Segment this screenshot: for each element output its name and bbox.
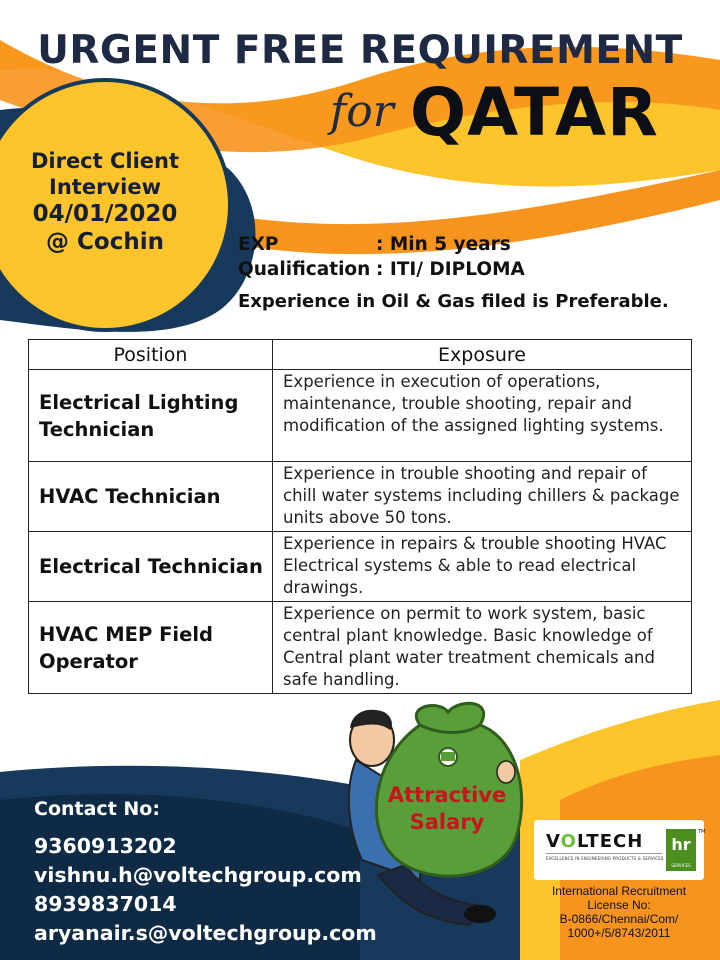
logo-divider bbox=[546, 853, 662, 854]
exposure-cell: Experience on permit to work system, basic central plant knowledge. Basic knowledge of Central plant water treatment chemicals and safe handling. bbox=[273, 602, 692, 694]
phone-number-2[interactable]: 8939837014 bbox=[34, 892, 177, 916]
logo-name-o: O bbox=[560, 831, 577, 852]
preference-note: Experience in Oil & Gas filed is Preferable. bbox=[238, 291, 669, 312]
license-line2: License No: bbox=[587, 898, 651, 912]
trademark-mark: TM bbox=[698, 829, 706, 835]
table-row bbox=[29, 532, 692, 602]
license-info bbox=[532, 884, 706, 940]
position-cell: HVAC Technician bbox=[29, 462, 273, 532]
position-header: Position bbox=[29, 340, 273, 370]
requirements bbox=[238, 232, 669, 312]
exposure-cell: Experience in trouble shooting and repair of chill water systems including chillers & package units above 50 tons. bbox=[273, 462, 692, 532]
salary-badge bbox=[382, 782, 512, 836]
exposure-cell: Experience in repairs & trouble shooting HVAC Electrical systems & able to read electrical drawings. bbox=[273, 532, 692, 602]
email-2[interactable]: aryanair.s@voltechgroup.com bbox=[34, 921, 377, 945]
interview-date: 04/01/2020 bbox=[32, 201, 178, 227]
headline: URGENT FREE REQUIREMENT bbox=[37, 28, 683, 73]
phone-number-1[interactable]: 9360913202 bbox=[34, 834, 177, 858]
table-row bbox=[29, 602, 692, 694]
email-1[interactable]: vishnu.h@voltechgroup.com bbox=[34, 863, 362, 887]
hr-badge-subtitle: SERVICES bbox=[671, 863, 691, 868]
qualification-label: Qualification bbox=[238, 259, 371, 280]
exposure-header: Exposure bbox=[273, 340, 692, 370]
qualification-value: : ITI/ DIPLOMA bbox=[376, 259, 525, 280]
exp-value: : Min 5 years bbox=[376, 234, 511, 255]
contact-heading: Contact No: bbox=[34, 798, 160, 820]
table-row bbox=[29, 370, 692, 462]
table-header-row bbox=[29, 340, 692, 370]
interview-line2: Interview bbox=[49, 175, 161, 199]
logo-name-prefix: V bbox=[546, 831, 561, 852]
logo-tagline: EXCELLENCE IN ENGINEERING PRODUCTS & SERVICES bbox=[546, 856, 664, 861]
position-cell: HVAC MEP Field Operator bbox=[29, 602, 273, 694]
logo-name-rest: LTECH bbox=[576, 831, 644, 852]
contact-section bbox=[34, 798, 377, 948]
salary-line2: Salary bbox=[409, 810, 485, 834]
interview-location: @ Cochin bbox=[46, 229, 164, 255]
license-line4: 1000+/5/8743/2011 bbox=[567, 926, 671, 940]
exp-label: EXP bbox=[238, 234, 279, 255]
positions-table bbox=[28, 339, 692, 694]
license-line3: B-0866/Chennai/Com/ bbox=[559, 912, 679, 926]
country-name: QATAR bbox=[410, 74, 659, 151]
interview-line1: Direct Client bbox=[30, 149, 180, 173]
salary-line1: Attractive bbox=[387, 783, 507, 807]
voltech-logo bbox=[534, 820, 704, 880]
for-word: for bbox=[330, 86, 394, 137]
license-line1: International Recruitment bbox=[551, 884, 687, 898]
table-row bbox=[29, 462, 692, 532]
hr-badge: hr bbox=[666, 829, 696, 871]
position-cell: Electrical Lighting Technician bbox=[29, 370, 273, 462]
logo-name bbox=[546, 831, 643, 852]
exposure-cell: Experience in execution of operations, maintenance, trouble shooting, repair and modification of the assigned lighting systems. bbox=[273, 370, 692, 462]
position-cell: Electrical Technician bbox=[29, 532, 273, 602]
interview-info bbox=[10, 148, 200, 256]
